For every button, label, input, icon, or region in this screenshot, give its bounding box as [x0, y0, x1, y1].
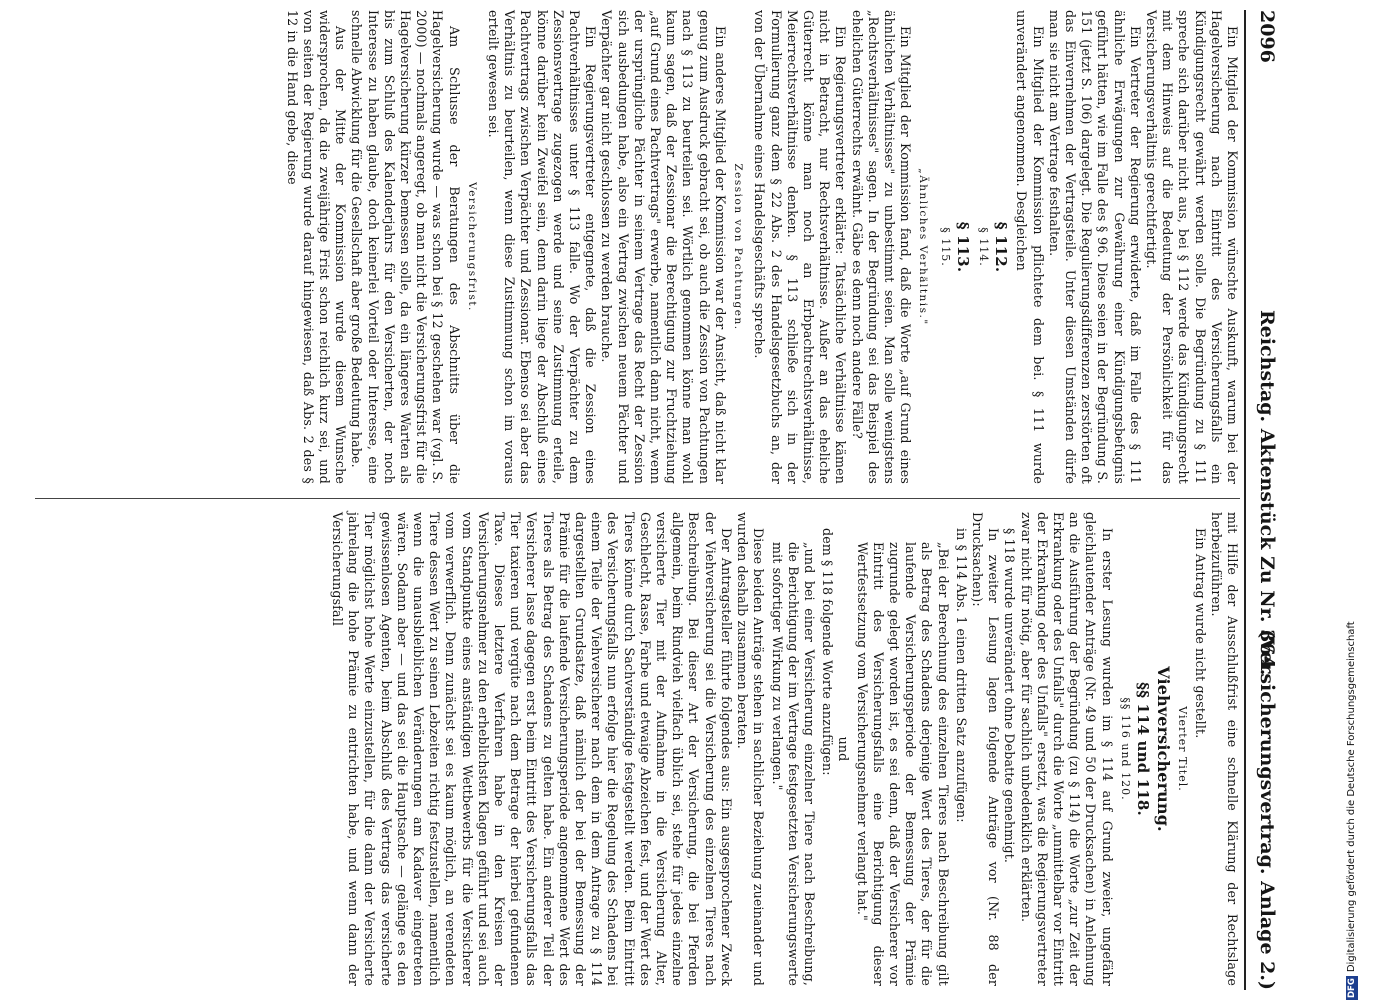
- right-main-heading: Viehversicherung.: [1154, 666, 1174, 832]
- right-paragraph: In erster Lesung wurden im § 114 auf Grund zweier, ungefähr gleichlautender Anträge (Nr. 49 und 50 der Drucksachen) in Anlehnung an die Ausführung der Begründung (zu § 114) die Worte „zur Zeit der Erkrankung oder des Unfalls" durch die Worte „unmittelbar vor Eintritt der Erkrankung oder des Unfalls" ersetzt, was die Regierungsvertreter zwar nicht für nötig, aber für sachlich unbedenklich erklärten.: [1018, 512, 1115, 986]
- right-paragraph: dem § 118 folgende Worte anzufügen:: [820, 528, 836, 776]
- left-paragraph: Ein Vertreter der Regierung erwiderte, daß im Falle des § 111 ähnliche Erwägungen zur Gewährung einer Kündigungsbefugnis geführt hätten, wie im Falle des § 96. Diese seien in der Begründung S. 151 (jetzt S. 106) dargelegt. Die Regulierungsdifferenzen zerstörten oft das Einvernehmen der Vertragsteile. Unter diesen Umständen dürfe man sie nicht am Vertrage festhalten.: [1046, 10, 1143, 484]
- header-rule: [1244, 10, 1246, 990]
- left-paragraph: Ein Regierungsvertreter erklärte: Tatsächliche Verhältnisse kämen nicht in Betracht, nur Rechtsverhältnisse. Außer an das eheliche Güterrecht könne man noch an Erbpachtrechtsverhältnisse, Meierrechtsverhältnisse denken. § 113 schließe sich in der Formulierung ganz dem § 22 Abs. 2 des Handelsgesetzbuchs an, der von der Übernahme eines Handelsgeschäfts spreche.: [752, 10, 849, 484]
- right-paragraph: Der Antragsteller führte folgendes aus: Ein ausgesprochener Zweck der Viehversicherung sei die Versicherung des einzelnen Tieres nach Beschreibung. Bei dieser Art der Versicherung, die bei Pferden allgemein, beim Rindvieh vielfach üblich sei, stehe für jedes einzelne versicherte Tier mit der Aufnahme in die Versicherung Alter, Geschlecht, Rasse, Farbe und etwaige Abzeichen fest, und der Wert des Tieres könne durch Sachverständige festgestellt werden. Beim Eintritt des Versicherungsfalls nun erfolge hier die Regelung des Schadens bei einem Teile der Viehversicherer nach dem in dem Antrage zu § 114 dargestellten Grundsatze, daß nämlich der bei der Bemessung der Prämie für die laufende Versicherungsperiode angenommene Wert des Tieres als Betrag des Schadens zu gelten habe. Ein anderer Teil der Versicherer lasse dagegen erst beim Eintritt des Versicherungsfalls das Tier taxieren und vergüte nach dem Betrage der hierbei gefundenen Taxe. Dieses letztere Verfahren habe in den Kreisen der Versicherungsnehmer zu den erheblichsten Klagen geführt und sei auch vom Standpunkte eines anständigen Wettbewerbs für die Versicherer vom verwerflich. Denn zunächst sei es kaum möglich, an verendeten Tiere dessen Wert zu seinen Lebzeiten richtig festzustellen, namentlich wenn die unausbleiblichen Veränderungen am Kadaver eingetreten wären. Sodann aber — und das sei die Hauptsache — gelänge es den gewissenlosen Agenten, beim Abschluß des Vertrags das versicherte Tier möglichst hohe Werte einzustellen, für die dann der Versicherte jahrelang die hohe Prämie zu entrichten habe, und wenn dann der Versicherungsfall: [330, 512, 734, 986]
- left-column: [283, 10, 1240, 484]
- right-section-subheading: §§ 116 und 120.: [1118, 697, 1132, 801]
- left-paragraph: Ein Mitglied der Kommission pflichtete dem bei. § 111 wurde unverändert angenommen. Desgleichen: [1014, 10, 1046, 484]
- right-column: [329, 512, 1240, 986]
- column-divider: [35, 498, 1240, 499]
- left-paragraph: Ein Mitglied der Kommission fand, daß die Worte „auf Grund eines ähnlichen Verhältnisses" zu unbestimmt seien. Man solle wenigstens „Rechtsverhältnisses" sagen. In der Begründung sei das Beispiel des ehelichen Güterrechts erwähnt. Gäbe es denn noch andere Fälle?: [849, 10, 914, 484]
- running-header: [1250, 10, 1280, 990]
- left-side-heading: Zession von Pachtungen.: [732, 163, 745, 331]
- right-connector-text: und: [836, 736, 852, 762]
- header-annex: (Versicherungsvertrag. Anlage 2.): [1256, 629, 1278, 990]
- left-section-heading: § 113.: [953, 221, 972, 273]
- right-quoted-amendment: „und bei einer Versicherung einzelner Tiere nach Beschreibung, die Berichtigung der im Vertrage festgesetzten Versicherungswerte mit sofortiger Wirkung zu verlangen.": [769, 542, 817, 986]
- right-quoted-amendment: „Bei der Berechnung des einzelnen Tieres nach Beschreibung gilt als Betrag des Schadens derjenige Wert des Tieres, der für die laufende Versicherungsperiode der Bemessung der Prämie zugrunde gelegt worden ist, es sei denn, daß der Versicherer vor Eintritt des Versicherungsfalls eine Berichtigung dieser Wertfestsetzung vom Versicherungsnehmer verlangt hat.": [854, 542, 951, 986]
- right-paragraph: in § 114 Abs. 1 einen dritten Satz anzufügen:: [953, 528, 969, 823]
- dfg-logo: DFG: [1347, 978, 1357, 998]
- left-side-heading: Versicherungsfrist.: [465, 182, 478, 312]
- left-section-subheading: § 114.: [976, 227, 990, 267]
- left-paragraph: Ein Regierungsvertreter entgegnete, daß die Zession eines Pachtverhältnisses unter § 113 falle. Wo der Verpächter zu dem Zessionsvertrage zugezogen werde und seine Zustimmung erteile, könne darüber kein Zweifel sein, denn darin liege der Abschluß eines Pachtvertrags zwischen Verpächter und Zessionar. Ebenso sei aber das Verhältnis zu beurteilen, wenn diese Zustimmung schon im voraus erteilt gewesen sei.: [486, 10, 599, 484]
- digitization-note: [1346, 621, 1362, 1000]
- header-title: Reichstag. Aktenstück Zu Nr. 364.: [1256, 310, 1278, 676]
- left-paragraph: Ein Mitglied der Kommission wünschte Auskunft, warum bei der Hagelversicherung nach Eintritt des Versicherungsfalls ein Kündigungsrecht gewährt werden solle. Die Begründung zu § 111 spreche sich darüber nicht aus, bei § 112 werde das Kündigungsrecht mit dem Hinweis auf die Bedeutung der Persönlichkeit für das Versicherungsverhältnis gerechtfertigt.: [1143, 10, 1240, 484]
- rotated-page: [30, 10, 1280, 990]
- right-paragraph: In zweiter Lesung lagen folgende Anträge vor (Nr. 88 der Drucksachen):: [969, 512, 1002, 986]
- left-section-heading: § 112.: [992, 221, 1011, 273]
- right-paragraph: § 118 wurde unverändert ohne Debatte genehmigt.: [1002, 528, 1018, 864]
- left-paragraph: Aus der Mitte der Kommission wurde diesem Wunsche widersprochen, da die zweijährige Frist schon reichlich kurz sei, und von seiten der Regierung wurde darauf hingewiesen, daß Abs. 2 des § 12 in die Hand gebe, diese: [284, 10, 349, 484]
- page-number: 2096: [1256, 10, 1278, 63]
- right-section-heading: §§ 114 und 118.: [1133, 682, 1152, 816]
- right-section-subheading: Vierter Titel.: [1176, 706, 1190, 792]
- digitization-text: Digitalisierung gefördert durch die Deutsche Forschungsgemeinschaft: [1346, 621, 1357, 973]
- left-paragraph: Ein anderes Mitglied der Kommission war der Ansicht, daß nicht klar genug zum Ausdruck gebracht sei, ob auch die Zession von Pachtungen nach § 113 zu beurteilen sei. Wörtlich genommen könne man wohl kaum sagen, daß der Zessionar die Berechtigung zur Fruchtziehung „auf Grund eines Pachtvertrags" erwerbe, namentlich dann nicht, wenn der ursprüngliche Pächter in seinem Vertrage das Recht der Zession sich ausbedungen habe, also ein Vertrag zwischen neuem Pächter und Verpächter gar nicht geschlossen zu werden brauche.: [599, 10, 728, 484]
- right-paragraph: mit Hilfe der Ausschlußfrist eine schnelle Klärung der Rechtslage herbeizuführen.: [1208, 512, 1240, 986]
- right-paragraph: Ein Antrag wurde nicht gestellt.: [1192, 528, 1208, 739]
- left-paragraph: Am Schlusse der Beratungen des Abschnitts über die Hagelversicherung wurde — was schon bei § 12 geschehen war (vgl. S. 2000) — nochmals angeregt, ob man nicht die Versicherungsfrist für die Hagelversicherung kürzer bemessen solle, da ein längeres Warten als bis zum Schluß des Kalenderjahrs für den Versicherten, der noch Interesse zu haben glaube, doch keinerlei Vorteil oder Interesse, eine schnelle Abwicklung für die Gesellschaft aber große Bedeutung habe.: [349, 10, 462, 484]
- right-paragraph: Diese beiden Anträge stehen in sachlicher Beziehung zueinander und wurden deshalb zusammen beraten.: [735, 512, 767, 986]
- left-section-subheading: § 115.: [938, 227, 952, 267]
- left-side-heading: „Ähnliches Verhältnis.": [917, 168, 930, 326]
